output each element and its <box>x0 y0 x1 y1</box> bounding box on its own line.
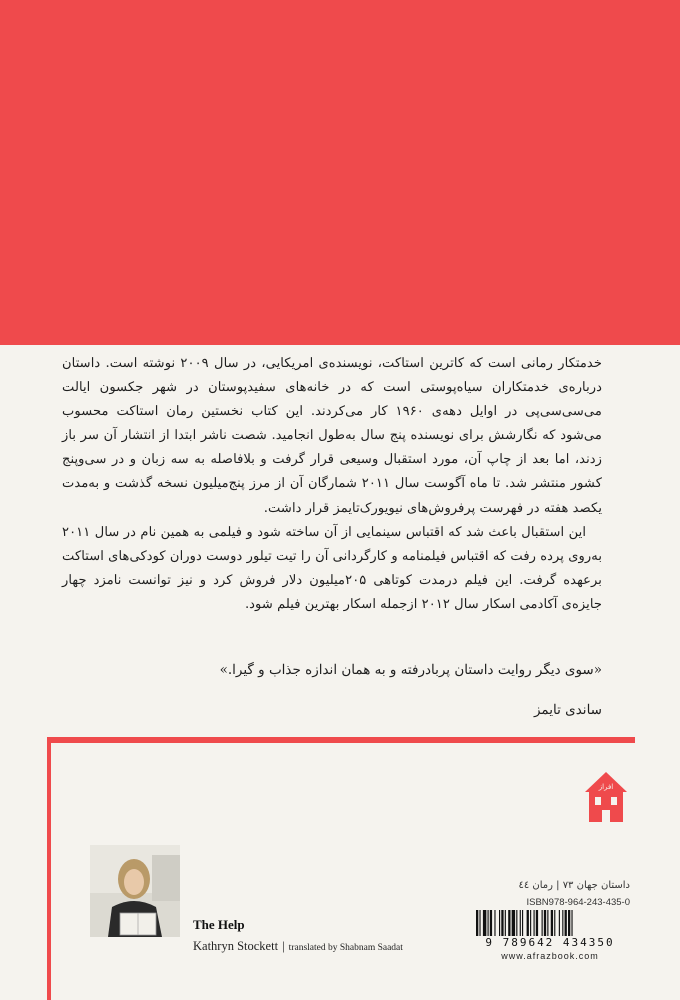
barcode-bar <box>483 910 486 936</box>
barcode-bar <box>512 910 515 936</box>
cover-red-band <box>0 0 680 345</box>
barcode-bar <box>516 910 517 936</box>
barcode-bar <box>559 910 560 936</box>
barcode-digits: 9 789642 434350 <box>485 936 615 949</box>
author-name: Kathryn Stockett <box>193 939 279 953</box>
barcode-bar <box>536 910 538 936</box>
barcode-bar <box>479 910 480 936</box>
review-quote: «سوی دیگر روایت داستان پربادرفته و به همان اندازه جذاب و گیرا.» <box>219 662 602 678</box>
blurb-paragraph-2: این استقبال باعث شد که اقتباس سینمایی از آن ساخته شود و فیلمی به همین نام در سال ۲۰۱۱ به‌روی پرده رفت که اقتباس فیلمنامه و کارگردانی آن را تیت تیلور دوست دوران کودکی‌های استاکت برعهده گرفت. این فیلم درمدت کوتاهی ۲۰۵میلیون دلار فروش کرد و نیز توانست نامزد چهار جایزه‌ی آکادمی اسکار سال ۲۰۱۲ ازجمله اسکار بهترین فیلم شود. <box>62 524 602 612</box>
book-credit <box>193 937 473 955</box>
barcode-bar <box>551 910 553 936</box>
barcode-bar <box>565 910 567 936</box>
book-title: The Help <box>193 917 245 932</box>
series-info: داستان جهان ۷۳ | رمان ٤٤ <box>518 880 630 891</box>
barcode-bar <box>527 910 529 936</box>
red-frame-left <box>47 737 51 1000</box>
barcode-bar <box>534 910 535 936</box>
blurb-text <box>62 352 602 617</box>
barcode-bar <box>562 910 563 936</box>
barcode-bar <box>568 910 570 936</box>
barcode-bar <box>544 910 546 936</box>
credit-separator: | <box>282 938 285 953</box>
barcode-bar <box>542 910 543 936</box>
barcode-bar <box>494 910 495 936</box>
barcode-bar <box>490 910 492 936</box>
blurb-paragraph-1: خدمتکار رمانی است که کاترین استاکت، نویسنده‌ی امریکایی، در سال ۲۰۰۹ نوشته است. داستان درباره‌ی خدمتکاران سیاه‌پوستی است که در خانه‌های سفیدپوستان در شهر جکسون ایالت می‌سی‌سی‌پی در اوایل دهه‌ی ۱۹۶۰ کار می‌کردند. این کتاب نخستین رمان استاکت محسوب می‌شود که نگارشش برای نویسنده پنج سال به‌طول انجامید. شصت ناشر ابتدا از انتشار آن سر باز زدند، اما بعد از چاپ آن، مورد استقبال وسیعی قرار گرفت و بلافاصله به سه زبان و در سی‌وپنج کشور منتشر شد. تا ماه آگوست سال ۲۰۱۱ شمارگان آن از مرز پنج‌میلیون نسخه گذشت و به‌مدت یکصد هفته در فهرست پرفروش‌های نیویورک‌تایمز قرار داشت. <box>62 356 603 516</box>
publisher-logo-icon <box>583 770 629 824</box>
barcode-bar <box>501 910 503 936</box>
barcode-bar <box>571 910 572 936</box>
publisher-logo-text: افراز <box>598 783 614 791</box>
barcode-bar <box>505 910 506 936</box>
barcode-bar <box>520 910 521 936</box>
barcode-bar <box>488 910 489 936</box>
review-quote-source: ساندی تایمز <box>533 702 602 718</box>
red-frame-top <box>47 737 635 743</box>
barcode-bar <box>508 910 510 936</box>
barcode-bar <box>476 910 478 936</box>
barcode-bar <box>499 910 500 936</box>
publisher-website: www.afrazbook.com <box>501 951 599 961</box>
barcode-bar <box>547 910 548 936</box>
barcode-bar <box>554 910 555 936</box>
isbn-label: ISBN978-964-243-435-0 <box>526 897 630 908</box>
barcode-bar <box>530 910 531 936</box>
barcode-bar <box>522 910 523 936</box>
translator-credit: translated by Shabnam Saadat <box>288 943 403 953</box>
author-photo <box>90 845 180 937</box>
